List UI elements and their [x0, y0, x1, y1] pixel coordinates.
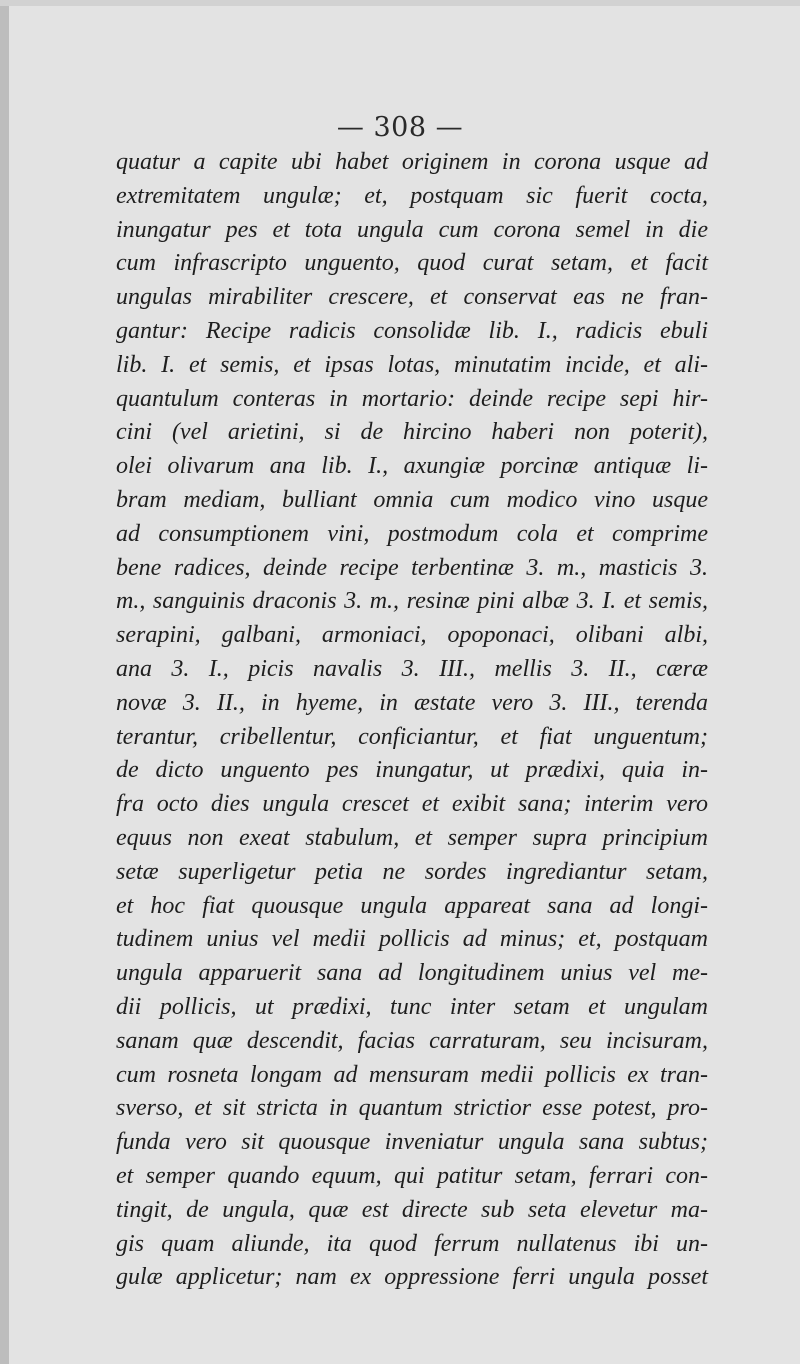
text-line: fra octo dies ungula crescet et exibit sana; interim vero: [116, 791, 708, 818]
text-line: gis quam aliunde, ita quod ferrum nullatenus ibi un-: [116, 1230, 708, 1257]
text-line: cini (vel arietini, si de hircino haberi non poterit),: [116, 419, 708, 446]
text-line: bram mediam, bulliant omnia cum modico vino usque: [116, 486, 708, 513]
page-top-edge: [0, 0, 800, 6]
text-line: et semper quando equum, qui patitur setam, ferrari con-: [116, 1162, 708, 1189]
text-line: gantur: Recipe radicis consolidæ lib. I., radicis ebuli: [116, 317, 708, 344]
text-line: bene radices, deinde recipe terbentinæ 3. m., masticis 3.: [116, 554, 708, 581]
text-line: terantur, cribellentur, conficiantur, et fiat unguentum;: [116, 723, 708, 750]
text-line: tingit, de ungula, quæ est directe sub seta elevetur ma-: [116, 1196, 708, 1223]
text-line: equus non exeat stabulum, et semper supra principium: [116, 824, 708, 851]
text-line: ungula apparuerit sana ad longitudinem unius vel me-: [116, 960, 708, 987]
text-line: tudinem unius vel medii pollicis ad minus; et, postquam: [116, 926, 708, 953]
text-line: quatur a capite ubi habet originem in corona usque ad: [116, 149, 708, 175]
text-line: novæ 3. II., in hyeme, in æstate vero 3. III., terenda: [116, 689, 708, 716]
text-line: dii pollicis, ut prædixi, tunc inter setam et ungulam: [116, 993, 708, 1020]
text-line: sverso, et sit stricta in quantum strictior esse potest, pro-: [116, 1095, 708, 1122]
text-line: gulæ applicetur; nam ex oppressione ferri ungula posset: [116, 1264, 708, 1291]
text-line: ad consumptionem vini, postmodum cola et comprime: [116, 520, 708, 547]
text-line: et hoc fiat quousque ungula appareat sana ad longi-: [116, 892, 708, 919]
text-line: ana 3. I., picis navalis 3. III., mellis 3. II., cæræ: [116, 655, 708, 682]
text-line: inungatur pes et tota ungula cum corona semel in die: [116, 216, 708, 243]
body-text: [116, 146, 708, 1295]
text-line: ungulas mirabiliter crescere, et conservat eas ne fran-: [116, 284, 708, 311]
page-gutter-shadow: [0, 0, 9, 1364]
text-line: sanam quæ descendit, facias carraturam, seu incisuram,: [116, 1027, 708, 1054]
text-line: serapini, galbani, armoniaci, opoponaci, olibani albi,: [116, 622, 708, 649]
text-line: cum infrascripto unguento, quod curat setam, et facit: [116, 250, 708, 277]
text-line: cum rosneta longam ad mensuram medii pollicis ex tran-: [116, 1061, 708, 1088]
text-line: funda vero sit quousque inveniatur ungula sana subtus;: [116, 1129, 708, 1156]
text-line: extremitatem ungulæ; et, postquam sic fuerit cocta,: [116, 182, 708, 209]
text-line: quantulum conteras in mortario: deinde recipe sepi hir-: [116, 385, 708, 412]
text-line: lib. I. et semis, et ipsas lotas, minutatim incide, et ali-: [116, 351, 708, 378]
text-line: m., sanguinis draconis 3. m., resinæ pini albæ 3. I. et semis,: [116, 588, 708, 615]
text-line: olei olivarum ana lib. I., axungiæ porcinæ antiquæ li-: [116, 453, 708, 480]
text-line: setæ superligetur petia ne sordes ingrediantur setam,: [116, 858, 708, 885]
text-line: de dicto unguento pes inungatur, ut prædixi, quia in-: [116, 757, 708, 784]
page-number: — 308 —: [336, 112, 464, 143]
